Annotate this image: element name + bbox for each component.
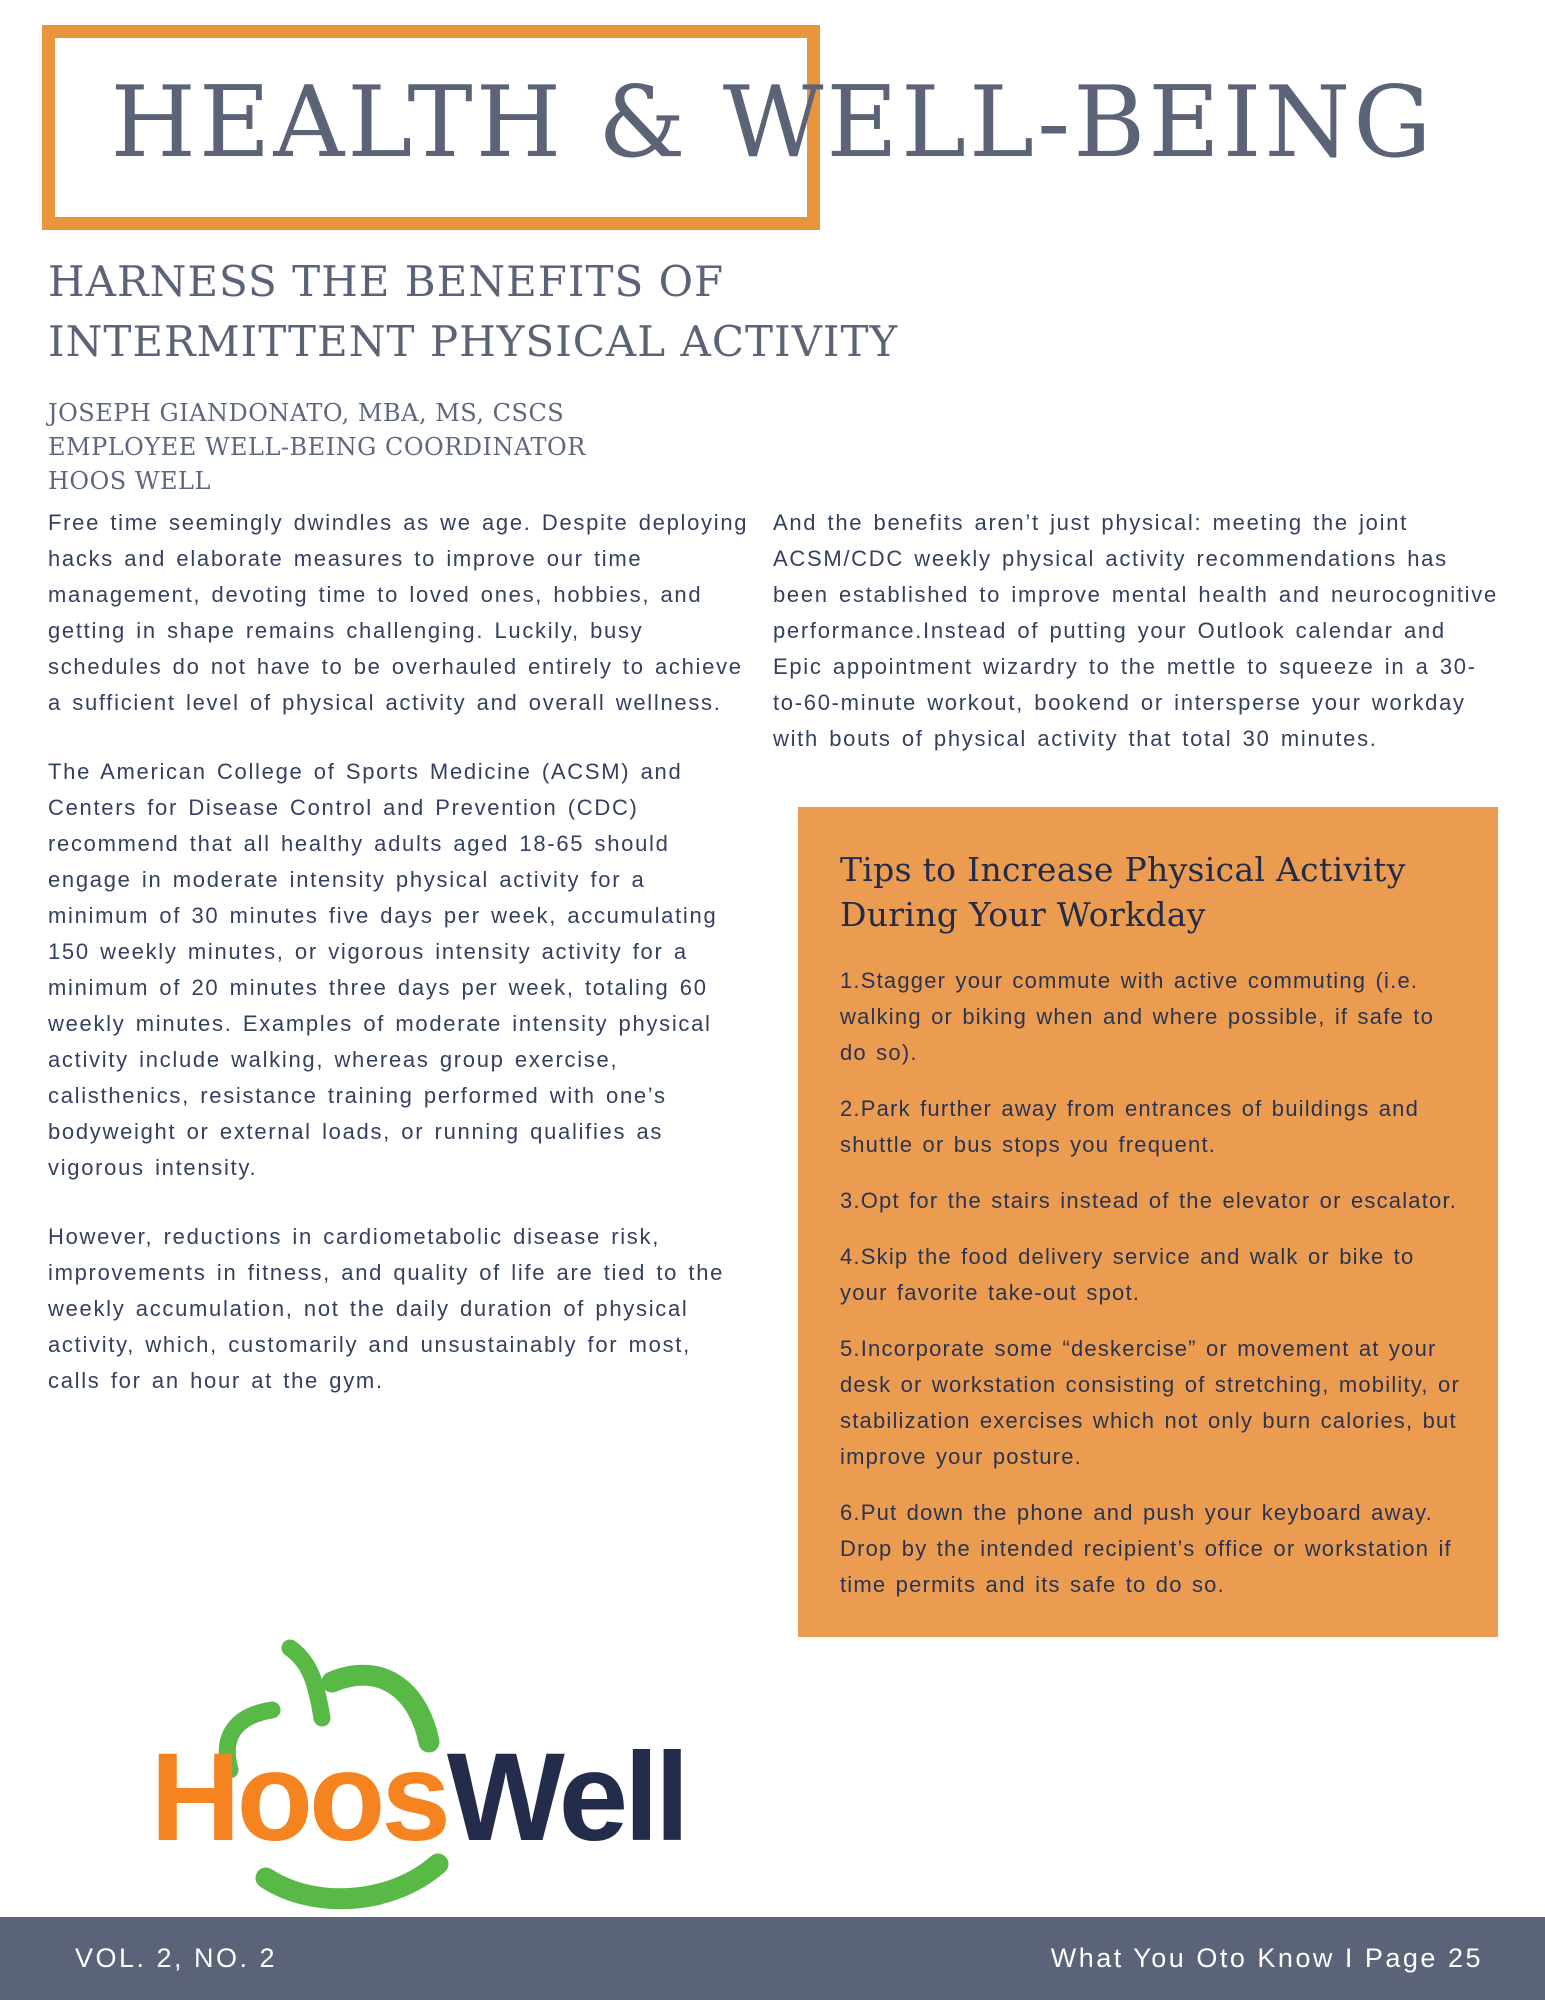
headline-line-1: HARNESS THE BENEFITS OF: [48, 257, 725, 306]
body-paragraph: However, reductions in cardiometabolic disease risk, improvements in fitness, and quality of life are tied to the weekly accumulation, not the daily duration of physical activity, which, customarily and unsustainably for most, calls for an hour at the gym.: [48, 1224, 725, 1393]
tip-item: 2.Park further away from entrances of buildings and shuttle or bus stops you frequent.: [840, 1096, 1420, 1157]
byline-author: JOSEPH GIANDONATO, MBA, MS, CSCS: [48, 399, 565, 427]
logo-text-well: Well: [446, 1728, 686, 1867]
tips-box-title: Tips to Increase Physical Activity During Your Workday: [840, 850, 1406, 934]
hooswell-logo: [118, 1618, 718, 1918]
byline-role: EMPLOYEE WELL-BEING COORDINATOR: [48, 433, 586, 461]
article-body: [48, 505, 1498, 1637]
headline-line-2: INTERMITTENT PHYSICAL ACTIVITY: [48, 317, 899, 366]
byline: [48, 396, 586, 498]
logo-text-hoos: Hoos: [150, 1728, 447, 1867]
footer-page: What You Oto Know I Page 25: [1050, 1943, 1483, 1973]
page-title: HEALTH & WELL-BEING: [110, 66, 1435, 180]
tip-item: 6.Put down the phone and push your keyboard away. Drop by the intended recipient’s office or workstation if time permits and its safe to do so.: [840, 1500, 1452, 1597]
body-paragraph: The American College of Sports Medicine (ACSM) and Centers for Disease Control and Prevention (CDC) recommend that all healthy adults aged 18-65 should engage in moderate intensity physical activity for a minimum of 30 minutes five days per week, accumulating 150 weekly minutes, or vigorous intensity activity for a minimum of 20 minutes three days per week, totaling 60 weekly minutes. Examples of moderate intensity physical activity include walking, whereas group exercise, calisthenics, resistance training performed with one’s bodyweight or external loads, or running qualifies as vigorous intensity.: [48, 759, 718, 1180]
article-headline: [48, 252, 898, 372]
tip-item: 4.Skip the food delivery service and walk or bike to your favorite take-out spot.: [840, 1244, 1415, 1305]
tip-item: 3.Opt for the stairs instead of the elevator or escalator.: [840, 1188, 1458, 1213]
right-column: [773, 505, 1498, 1637]
footer: [0, 1917, 1545, 2000]
footer-volume: VOL. 2, NO. 2: [75, 1943, 278, 1973]
body-paragraph: And the benefits aren’t just physical: meeting the joint ACSM/CDC weekly physical activity recommendations has been established to improve mental health and neurocognitive performance.Instead of putting your Outlook calendar and Epic appointment wizardry to the mettle to squeeze in a 30-to-60-minute workout, bookend or intersperse your workday with bouts of physical activity that total 30 minutes.: [773, 510, 1498, 751]
left-column: [48, 505, 753, 1637]
tips-box: [798, 807, 1498, 1637]
body-paragraph: Free time seemingly dwindles as we age. Despite deploying hacks and elaborate measures to improve our time management, devoting time to loved ones, hobbies, and getting in shape remains challenging. Luckily, busy schedules do not have to be overhauled entirely to achieve a sufficient level of physical activity and overall wellness.: [48, 510, 749, 715]
byline-org: HOOS WELL: [48, 467, 211, 495]
tip-item: 1.Stagger your commute with active commuting (i.e. walking or biking when and where possible, if safe to do so).: [840, 968, 1435, 1065]
logo-text: [118, 1726, 718, 1869]
tip-item: 5.Incorporate some “deskercise” or movement at your desk or workstation consisting of stretching, mobility, or stabilization exercises which not only burn calories, but improve your posture.: [840, 1336, 1460, 1469]
